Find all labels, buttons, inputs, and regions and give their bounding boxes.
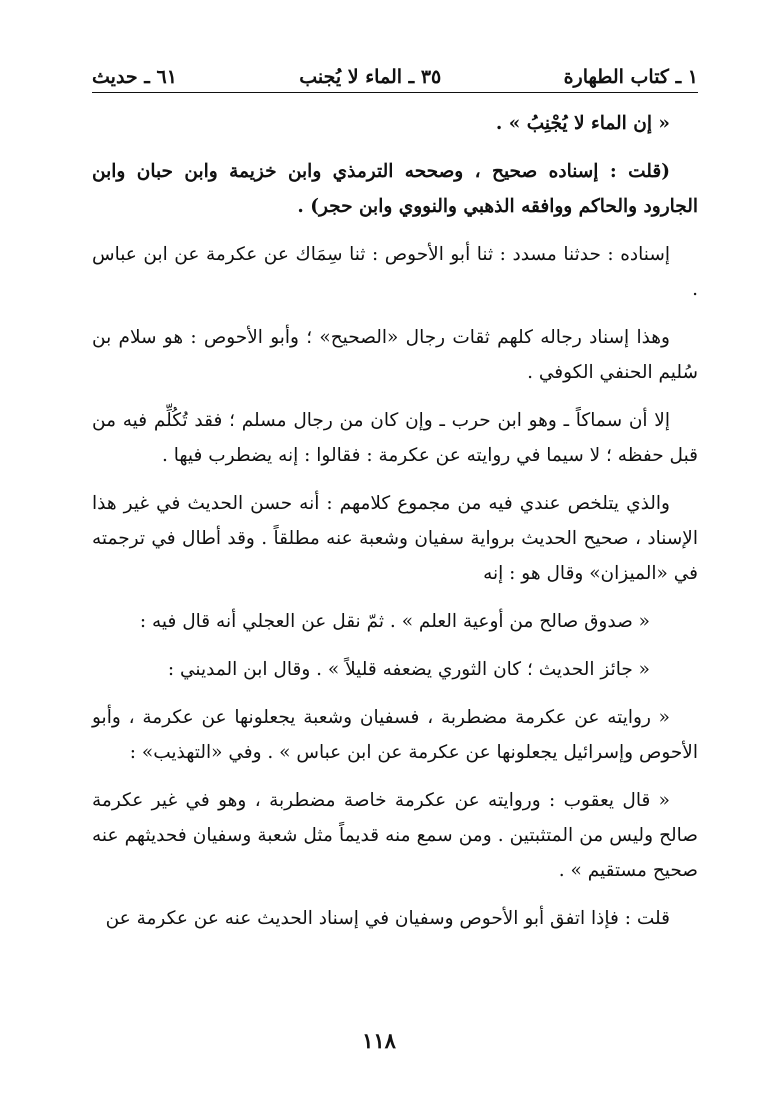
narrators-paragraph: وهذا إسناد رجاله كلهم ثقات رجال «الصحيح» ؛ وأبو الأحوص : هو سلام بن سُليم الحنفي الكوفي . xyxy=(92,327,698,383)
header-book-title: ١ ـ كتاب الطهارة xyxy=(563,66,698,88)
quote-mizan: « صدوق صالح من أوعية العلم » . ثمّ نقل عن العجلي أنه قال فيه : xyxy=(139,611,650,632)
simak-paragraph: إلا أن سماكاً ـ وهو ابن حرب ـ وإن كان من رجال مسلم ؛ فقد تُكُلِّم فيه من قبل حفظه ؛ لا سيما في روايته عن عكرمة : فقالوا : إنه يضطرب فيها . xyxy=(92,410,698,466)
summary-paragraph: والذي يتلخص عندي فيه من مجموع كلامهم : أنه حسن الحديث في غير هذا الإسناد ، صحيح الحديث برواية سفيان وشعبة عنه مطلقاً . وقد أطال في ترجمته في «الميزان» وقال هو : إنه xyxy=(92,493,698,584)
page-number: ١١٨ xyxy=(362,1028,396,1053)
page-body xyxy=(92,106,698,949)
header-hadith-number: ٦١ ـ حديث xyxy=(92,66,177,88)
isnad-paragraph: إسناده : حدثنا مسدد : ثنا أبو الأحوص : ثنا سِمَاك عن عكرمة عن ابن عباس . xyxy=(92,244,698,300)
hadith-text: « إن الماء لا يُجْنِبُ » . xyxy=(495,113,670,134)
quote-ijli: « جائز الحديث ؛ كان الثوري يضعفه قليلاً » . وقال ابن المديني : xyxy=(167,659,650,680)
header-chapter-title: ٣٥ ـ الماء لا يُجنب xyxy=(299,66,442,88)
conclusion-paragraph: قلت : فإذا اتفق أبو الأحوص وسفيان في إسناد الحديث عنه عن عكرمة عن xyxy=(105,908,670,929)
quote-ibn-madini: « روايته عن عكرمة مضطربة ، فسفيان وشعبة يجعلونها عن عكرمة ، وأبو الأحوص وإسرائيل يجعلونها عن عكرمة عن ابن عباس » . وفي «التهذيب» : xyxy=(92,707,698,763)
running-header xyxy=(92,58,698,88)
grading-note: (قلت : إسناده صحيح ، وصححه الترمذي وابن خزيمة وابن حبان وابن الجارود والحاكم ووافقه الذهبي والنووي وابن حجر) . xyxy=(92,161,698,217)
header-rule xyxy=(92,92,698,93)
quote-yaqub: « قال يعقوب : وروايته عن عكرمة خاصة مضطربة ، وهو في غير عكرمة صالح وليس من المتثبتين . ومن سمع منه قديماً مثل شعبة وسفيان فحديثهم عنه صحيح مستقيم » . xyxy=(92,790,698,881)
